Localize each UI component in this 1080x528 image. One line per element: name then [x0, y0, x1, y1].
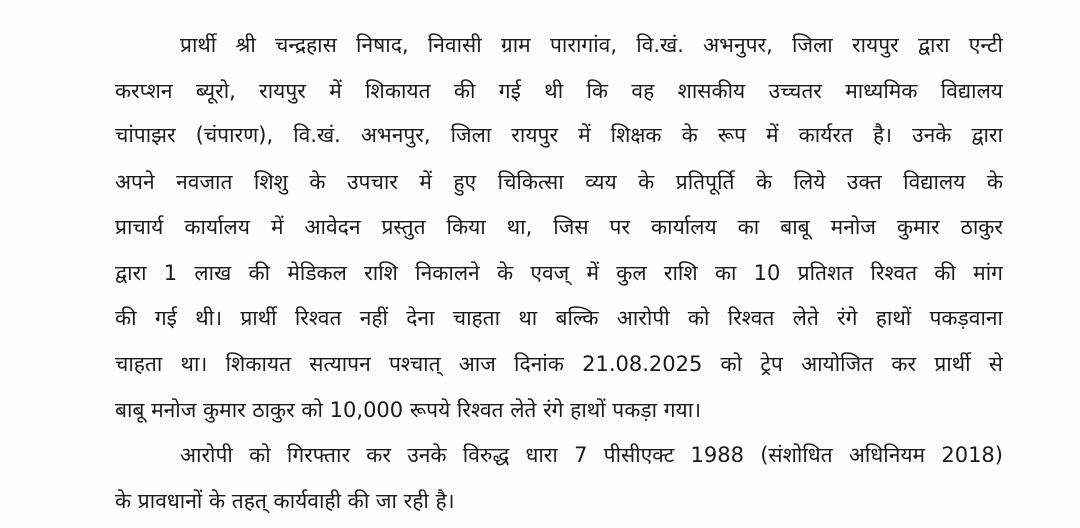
paragraph-2-line-1: आरोपी को गिरफ्तार कर उनके विरुद्ध धारा 7 पीसीएक्ट 1988 (संशोधित अधिनियम 2018) [180, 443, 1003, 467]
paragraph-1-line-2: करप्शन ब्यूरो, रायपुर में शिकायत की गई थी कि वह शासकीय उच्चतर माध्यमिक विद्यालय [115, 79, 1003, 103]
paragraph-1-line-7: की गई थी। प्रार्थी रिश्वत नहीं देना चाहता था बल्कि आरोपी को रिश्वत लेते रंगे हाथों पकड़वाना [115, 306, 1003, 330]
paragraph-2-line-2: के प्रावधानों के तहत् कार्यवाही की जा रही है। [115, 489, 455, 513]
paragraph-1-line-5: प्राचार्य कार्यालय में आवेदन प्रस्तुत किया था, जिस पर कार्यालय का बाबू मनोज कुमार ठाकुर [115, 215, 1003, 239]
paragraph-1-line-6: द्वारा 1 लाख की मेडिकल राशि निकालने के एवज् में कुल राशि का 10 प्रतिशत रिश्वत की मांग [115, 261, 1003, 285]
paragraph-1-line-4: अपने नवजात शिशु के उपचार में हुए चिकित्सा व्यय के प्रतिपूर्ति के लिये उक्त विद्यालय के [115, 170, 1003, 194]
paragraph-1-line-3: चांपाझर (चंपारण), वि.खं. अभनपुर, जिला रायपुर में शिक्षक के रूप में कार्यरत है। उनके द्वारा [115, 123, 1003, 147]
paragraph-1-line-9: बाबू मनोज कुमार ठाकुर को 10,000 रूपये रिश्वत लेते रंगे हाथों पकड़ा गया। [115, 398, 702, 422]
paragraph-1-line-1: प्रार्थी श्री चन्द्रहास निषाद, निवासी ग्राम पारागांव, वि.खं. अभनुपर, जिला रायपुर द्वारा एन्टी [180, 33, 1003, 57]
paragraph-1-line-8: चाहता था। शिकायत सत्यापन पश्चात् आज दिनांक 21.08.2025 को ट्रेप आयोजित कर प्रार्थी से [115, 352, 1003, 376]
